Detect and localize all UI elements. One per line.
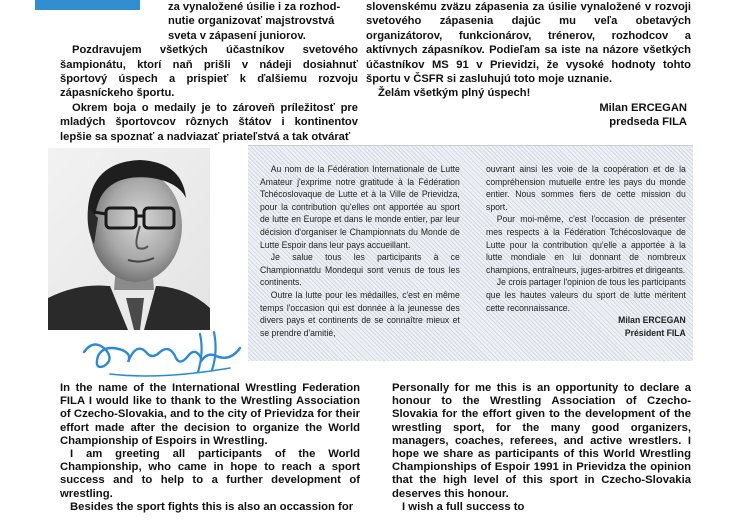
slovak-right-para-1: slovenskému zväzu zápasenia za úsilie vynaložené v rozvoji svetového zápasenia dajúc mu veľa obetavých organizátorov, funkcionárov, trénerov, rozhodcov a aktívnych zápasníkov. Podieľam sa iste na názore všetkých účastníkov MS 91 v Prievidzi, že vysoké hodnoty tohto športu v ČSFR si zasluhujú toto moje uznanie. — [366, 1, 691, 86]
english-column-right — [392, 382, 691, 514]
signature-name: Milan ERCEGAN — [599, 101, 687, 114]
english-left-para-2: I am greeting all participants of the World Championship, who came in hope to reach a sport success and to help to a further development of wrestling. — [60, 448, 360, 500]
slovak-left-line: nutie organizovať majstrovstvá — [168, 15, 335, 28]
french-para: Au nom de la Fédération Internationale de Lutte Amateur j'exprime notre gratitude à la Fédération Tchécoslovaque de Lutte et à la Ville de Prievidza, pour la contribution qu'elles ont apportée au sport de lutte en Europe et dans le monde entier, par leur décision d'organiser le Championnats du Monde de Lutte Espoir dans leur pays accueillant. — [260, 164, 460, 251]
french-para: ouvrant ainsi les voie de la coopération et de la compréhension mutuelle entre les pays du monde entier. Nous sommes fiers de cette mission du sport. — [486, 164, 686, 213]
slovak-signature-block — [366, 101, 691, 130]
english-right-para-2: I wish a full success to — [402, 500, 525, 513]
signature-title: predseda FILA — [609, 116, 687, 129]
slovak-right-para-2: Želám všetkým plný úspech! — [378, 87, 531, 100]
english-right-para-1: Personally for me this is an opportunity to declare a honour to the Wrestling Association of Czecho-Slovakia for the effort given to the development of the wrestling sport, for the many good organizers, managers, coaches, referees, and active wrestlers. I hope we share as participants of this World Wrestling Championships of Espoir 1991 in Prievidza the opinion that the high level of this sport in Czecho-Slovakia deserves this honour. — [392, 382, 691, 500]
french-para: Je salue tous les participants à ce Championnatdu Mondequi sont venus de tous les continents. — [260, 252, 460, 289]
slovak-left-line: za vynaložené úsilie i za rozhod- — [168, 1, 341, 13]
french-para: Je crois partager l'opinion de tous les participants que les hautes valeurs du sport de lutte méritent cette reconnaissance. — [486, 277, 686, 314]
portrait-photo — [48, 148, 210, 330]
slovak-left-para-2: Pozdravujem všetkých účastníkov svetového šampionátu, ktorí naň prišli v nádeji dosiahnuť športový úspech a prispieť k ďalšiemu rozvoju zápasníckeho športu. — [60, 44, 358, 100]
french-column-right — [486, 164, 686, 340]
french-signature-name: Milan ERCEGAN — [618, 315, 686, 327]
french-para: Pour moi-même, c'est l'occasion de présenter mes respects à la Fédération Tchécoslovaque de Lutte pour la contribution qu'elle a apportée à la lutte mondiale en lui donnant de nombreux champions, entraîneurs, juges-arbitres et dirigeants. — [486, 214, 686, 276]
french-para: Outre la lutte pour les médailles, c'est en même temps l'occasion qui est donnée à la jeunesse des divers pays et continents de se connaître mieux et se prendre d'amitié, — [260, 289, 460, 339]
english-left-para-1: In the name of the International Wrestling Federation FILA I would like to thank to the Wrestling Association of Czecho-Slovakia, and to the city of Prievidza for their effort made after the decision to organize the World Championship of Espoirs in Wrestling. — [60, 382, 360, 447]
slovak-column-right — [366, 0, 691, 130]
slovak-column-left — [60, 0, 358, 144]
slovak-left-line: sveta v zápasení juniorov. — [168, 29, 306, 42]
english-column-left — [60, 382, 360, 514]
portrait-image — [48, 148, 210, 330]
handwritten-signature — [80, 322, 250, 384]
english-left-para-3: Besides the sport fights this is also an occassion for — [70, 500, 354, 513]
slovak-left-para-3: Okrem boja o medaily je to zároveň príležitosť pre mladých športovcov rôznych štátov i kontinentov lepšie sa spoznať a nadviazať priateľstvá a tak otvárať — [60, 101, 358, 143]
slovak-left-para-1 — [60, 0, 358, 43]
french-signature-title: Président FILA — [624, 327, 686, 339]
french-column-left — [260, 164, 460, 340]
french-text-panel — [248, 145, 693, 361]
